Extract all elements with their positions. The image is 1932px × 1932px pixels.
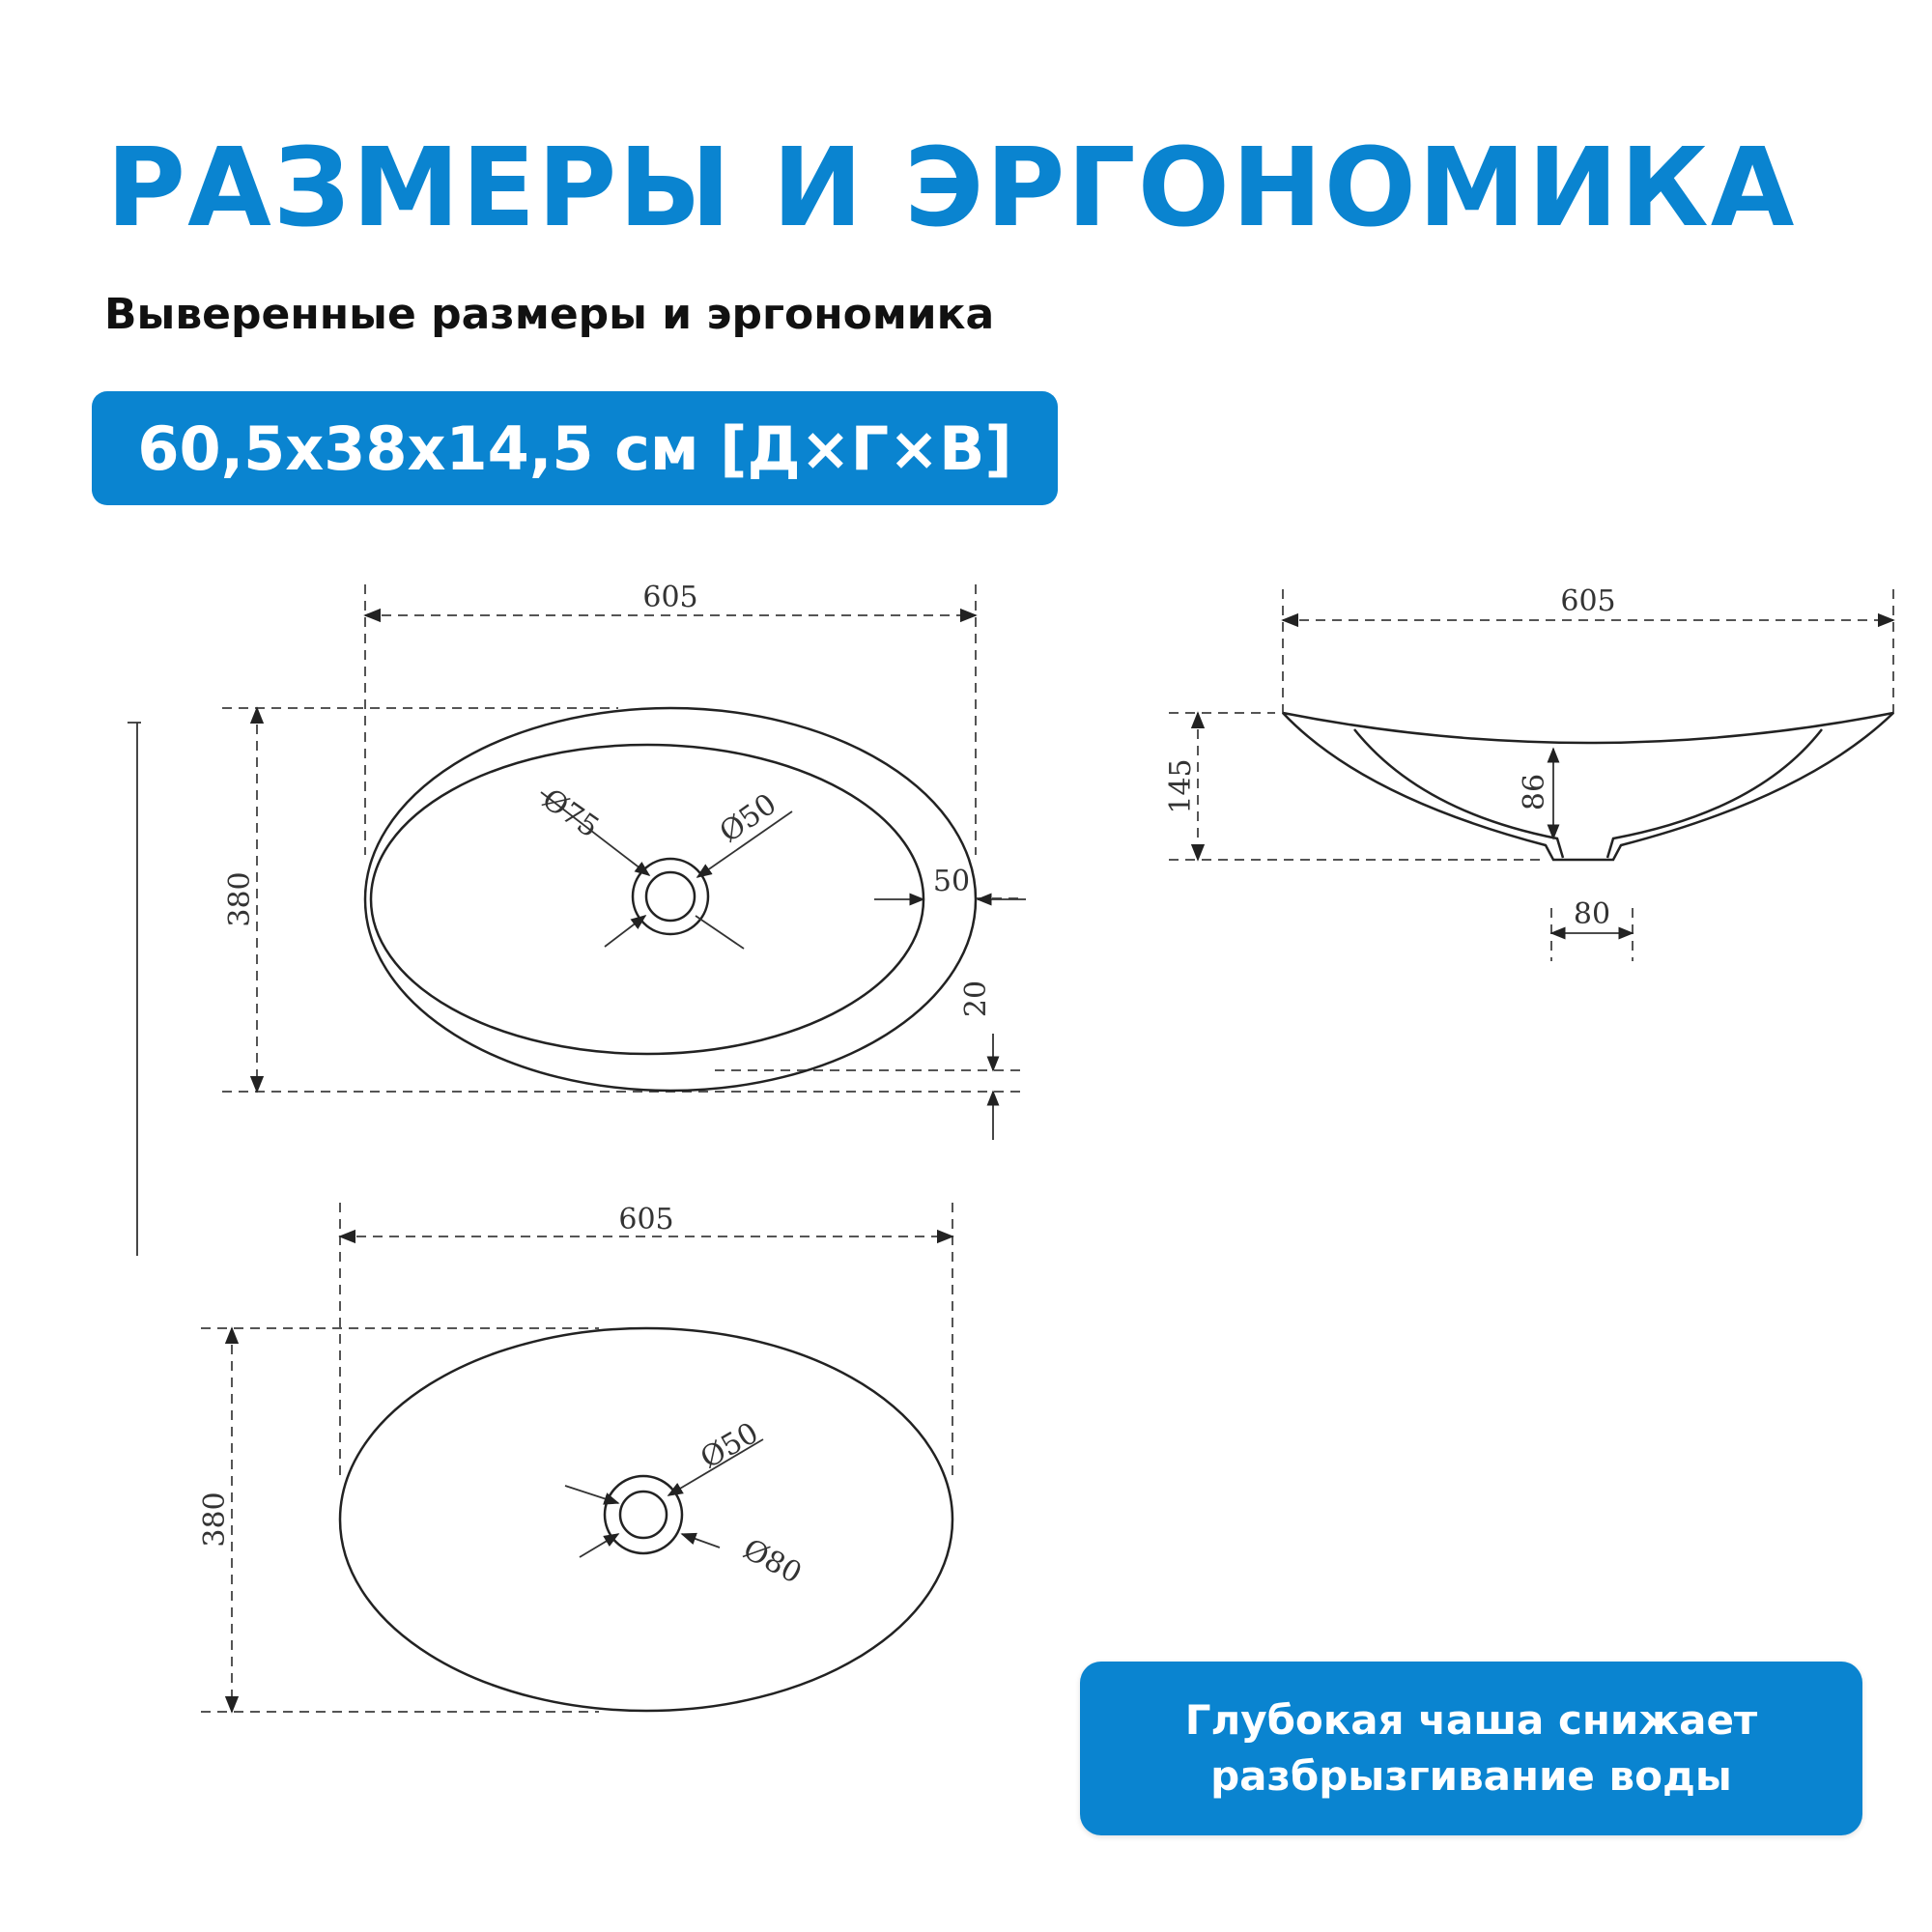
feature-note <box>1080 1662 1862 1835</box>
top-rim-width-label: 50 <box>932 865 971 898</box>
page-title: РАЗМЕРЫ И ЭРГОНОМИКА <box>106 126 1797 251</box>
page-subtitle: Выверенные размеры и эргономика <box>104 290 995 339</box>
top-width-label: 605 <box>642 581 698 614</box>
bottom-base-ring <box>605 1476 682 1553</box>
side-bowl-top <box>1283 713 1893 743</box>
bottom-outline <box>340 1328 952 1711</box>
bottom-view-drawing <box>198 1203 952 1712</box>
bottom-drain <box>620 1492 667 1538</box>
edge-mark <box>128 723 141 1256</box>
top-drain-inner <box>646 872 695 921</box>
side-bowl-inner-right <box>1607 729 1822 858</box>
side-width-label: 605 <box>1560 584 1616 618</box>
side-height-label: 145 <box>1164 758 1198 814</box>
dimensions-badge-label: 60,5x38x14,5 см [Д×Г×В] <box>137 412 1012 484</box>
bottom-width-label: 605 <box>618 1203 674 1236</box>
top-drain-diameter-label: Ø50 <box>713 786 783 850</box>
top-overflow-diameter-label: Ø75 <box>535 781 606 845</box>
bottom-depth-label: 380 <box>198 1492 232 1548</box>
side-view-drawing <box>1164 584 1893 961</box>
top-drain-outer <box>633 859 708 934</box>
top-depth-label: 380 <box>223 871 257 927</box>
feature-note-text: Глубокая чаша снижает разбрызгивание воды <box>1184 1696 1758 1800</box>
side-bowl-depth-label: 86 <box>1518 773 1551 811</box>
side-base-width-label: 80 <box>1573 897 1611 931</box>
bottom-drain-diameter-label: Ø50 <box>695 1415 765 1476</box>
top-view-drawing <box>222 581 1026 1140</box>
side-bowl-outer <box>1283 713 1893 860</box>
bottom-base-diameter-label: Ø80 <box>737 1532 808 1591</box>
top-rim-offset-label: 20 <box>959 980 993 1018</box>
